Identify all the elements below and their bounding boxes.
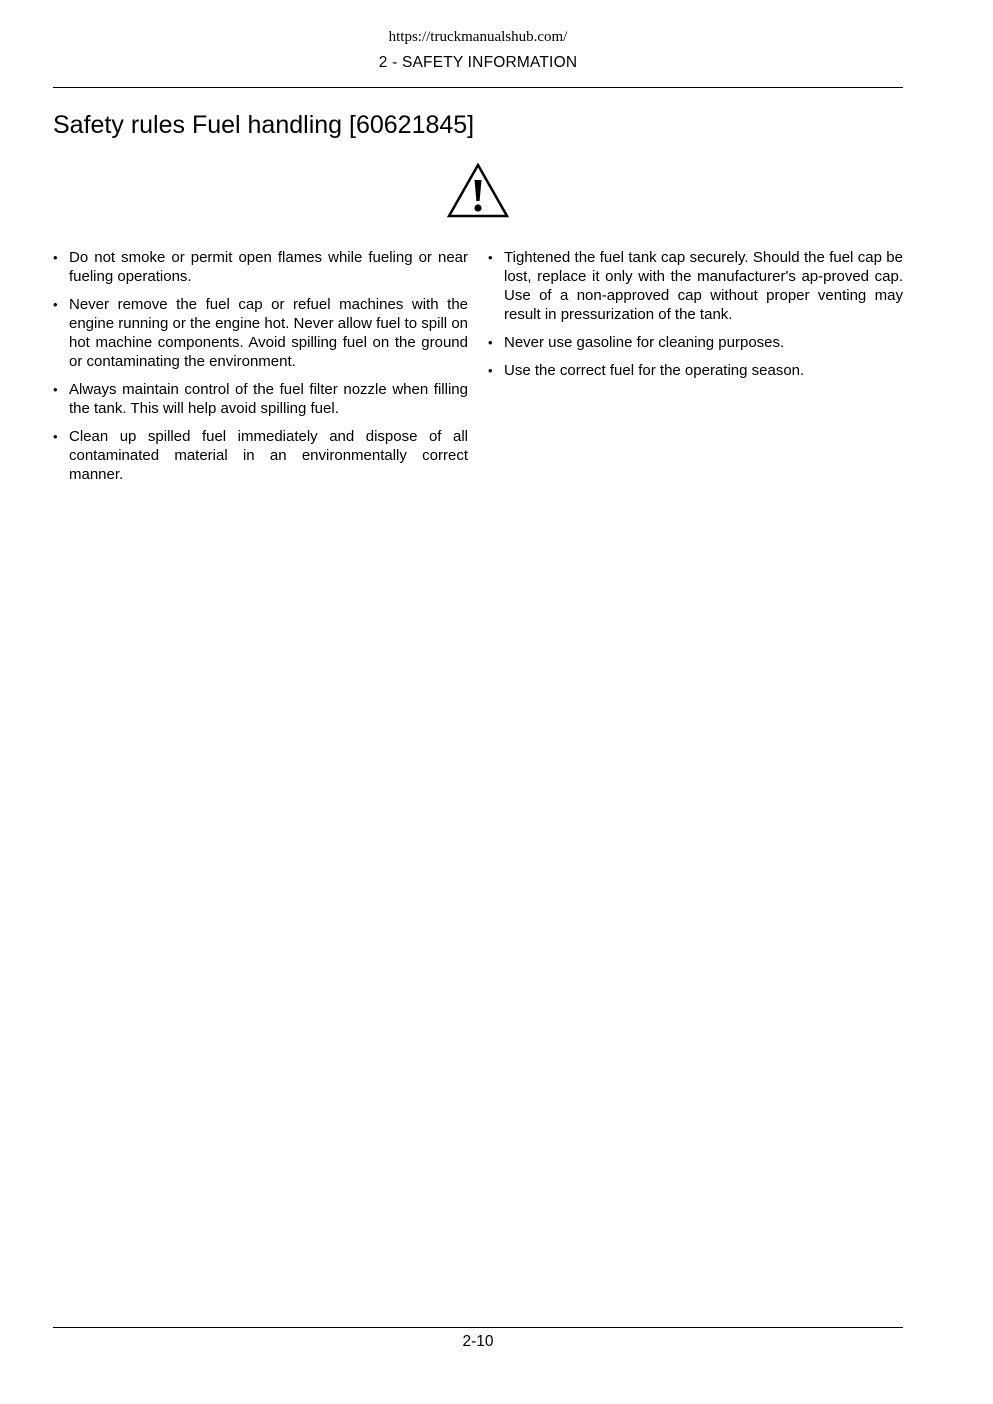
bullet-mark: • <box>488 335 493 350</box>
bullet-mark: • <box>53 297 58 312</box>
list-item-text: Never use gasoline for cleaning purposes. <box>504 334 785 351</box>
list-item-text: Do not smoke or permit open flames while fueling or near fueling operations. <box>69 249 468 285</box>
bullet-list-right <box>488 248 903 389</box>
section-header: 2 - SAFETY INFORMATION <box>378 54 578 71</box>
bullet-mark: • <box>53 250 58 265</box>
list-item-text: Always maintain control of the fuel filter nozzle when filling the tank. This will help avoid spilling fuel. <box>69 381 468 417</box>
bullet-mark: • <box>53 429 58 444</box>
list-item <box>488 361 903 380</box>
list-item <box>488 248 903 324</box>
list-item <box>53 248 468 286</box>
footer-divider <box>53 1327 903 1328</box>
page-number: 2-10 <box>462 1333 494 1350</box>
list-item-text: Use the correct fuel for the operating season. <box>504 362 805 379</box>
list-item-text: Tightened the fuel tank cap securely. Should the fuel cap be lost, replace it only with the manufacturer's ap-proved cap. Use of a non-approved cap without proper venting may result in pressurization of the tank. <box>504 249 903 323</box>
list-item <box>53 427 468 484</box>
bullet-mark: • <box>488 250 493 265</box>
source-url: https://truckmanualshub.com/ <box>388 29 568 45</box>
list-item <box>488 333 903 352</box>
list-item <box>53 380 468 418</box>
warning-triangle-icon <box>447 163 509 218</box>
bullet-list-left <box>53 248 468 493</box>
bullet-mark: • <box>488 363 493 378</box>
list-item-text: Clean up spilled fuel immediately and dispose of all contaminated material in an environmentally correct manner. <box>69 428 468 483</box>
page-title: Safety rules Fuel handling [60621845] <box>53 111 475 139</box>
list-item <box>53 295 468 371</box>
bullet-mark: • <box>53 382 58 397</box>
list-item-text: Never remove the fuel cap or refuel machines with the engine running or the engine hot. Never allow fuel to spill on hot machine components. Avoid spilling fuel on the ground or contaminating the environment. <box>69 296 468 370</box>
header-divider <box>53 87 903 88</box>
